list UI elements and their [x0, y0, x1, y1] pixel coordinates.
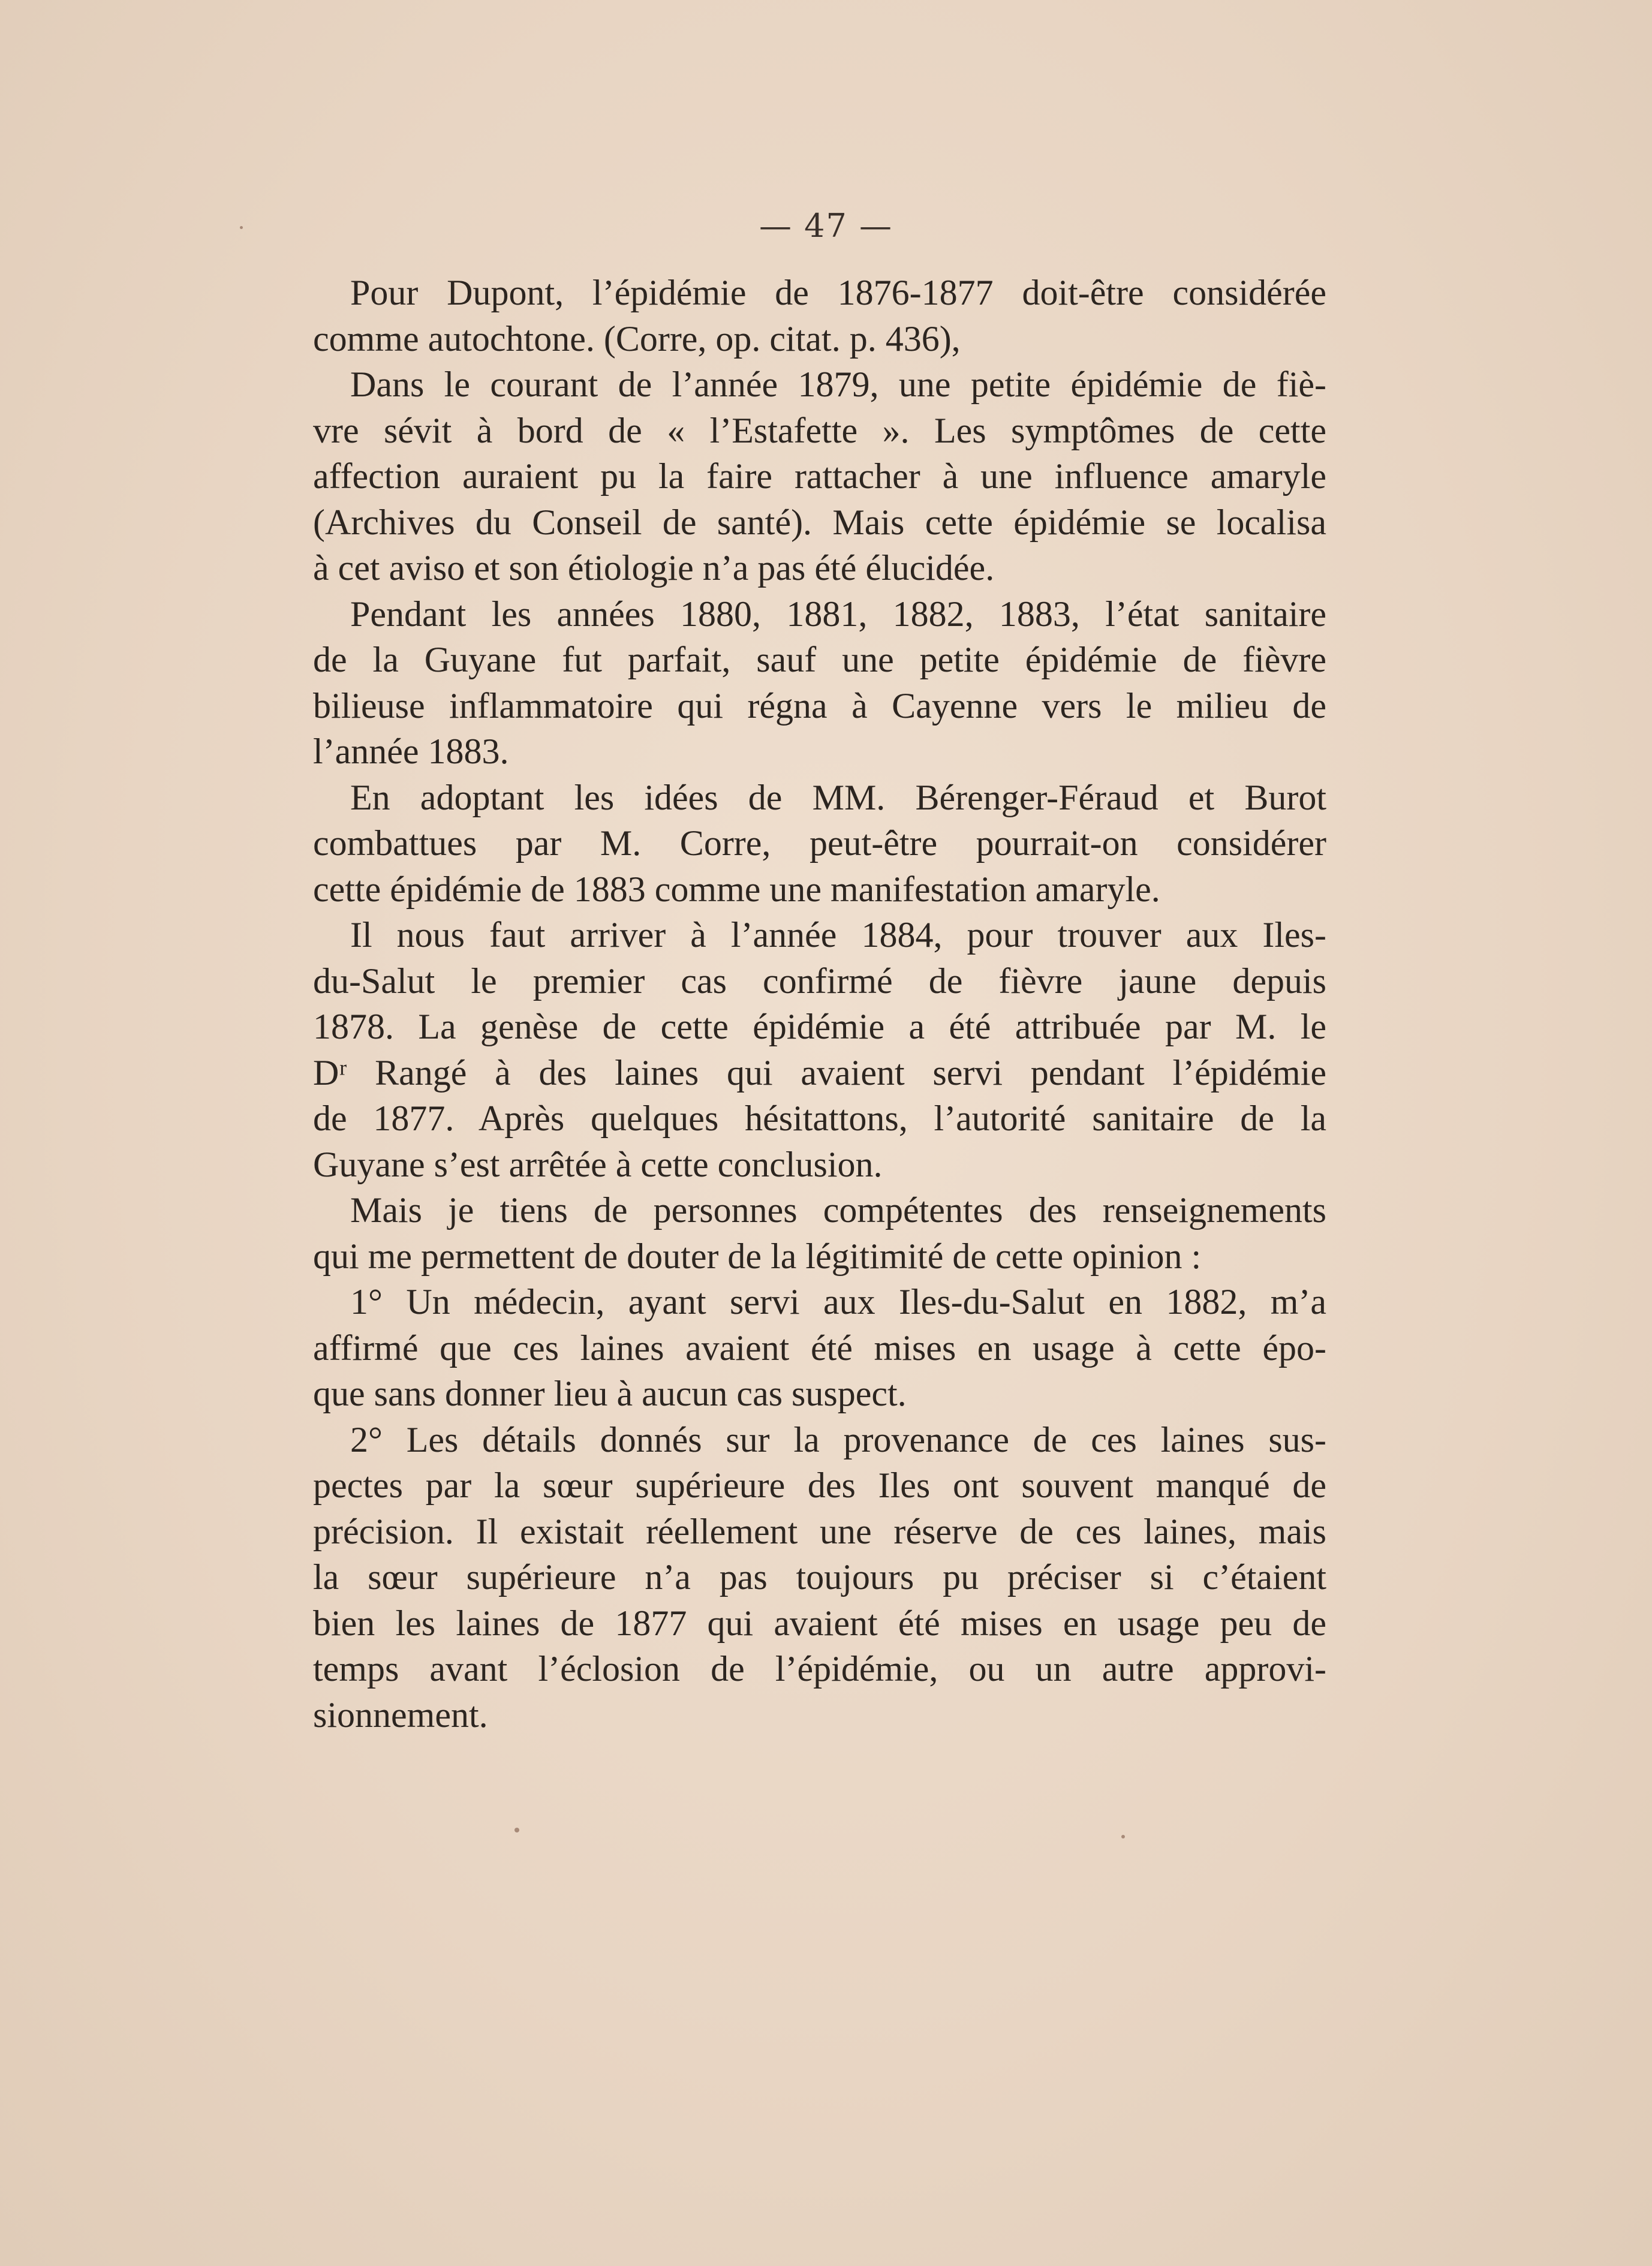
text-line: Pendant les années 1880, 1881, 1882, 1883, l’état sanitaire	[350, 594, 1326, 634]
paragraph	[313, 1417, 1326, 1738]
text-line: de la Guyane fut parfait, sauf une petite épidémie de fièvre	[313, 640, 1326, 679]
text-line: pectes par la sœur supérieure des Iles ont souvent manqué de	[313, 1465, 1326, 1505]
page-number: — 47 —	[759, 207, 893, 245]
paragraph	[313, 1279, 1326, 1417]
text-line: à cet aviso et son étiologie n’a pas été élucidée.	[313, 548, 995, 588]
text-line: Mais je tiens de personnes compétentes des renseignements	[350, 1190, 1326, 1230]
body-text	[313, 270, 1326, 1738]
text-line: la sœur supérieure n’a pas toujours pu préciser si c’étaient	[313, 1557, 1326, 1597]
text-line: 1878. La genèse de cette épidémie a été attribuée par M. le	[313, 1007, 1326, 1046]
text-line: 1° Un médecin, ayant servi aux Iles-du-Salut en 1882, m’a	[350, 1282, 1326, 1322]
text-line: En adoptant les idées de MM. Bérenger-Féraud et Burot	[350, 777, 1326, 817]
text-line: sionnement.	[313, 1695, 488, 1735]
ink-speck	[240, 226, 243, 229]
text-line: 2° Les détails donnés sur la provenance de ces laines sus-	[350, 1419, 1326, 1459]
paragraph	[313, 775, 1326, 913]
text-line: comme autochtone. (Corre, op. citat. p. 436),	[313, 318, 961, 359]
text-line: bien les laines de 1877 qui avaient été mises en usage peu de	[313, 1603, 1326, 1643]
text-line: Guyane s’est arrêtée à cette conclusion.	[313, 1144, 883, 1184]
text-line: Dans le courant de l’année 1879, une petite épidémie de fiè-	[350, 365, 1326, 404]
text-line: affection auraient pu la faire rattacher à une influence amaryle	[313, 456, 1326, 496]
text-line: Dʳ Rangé à des laines qui avaient servi pendant l’épidémie	[313, 1052, 1326, 1093]
text-line: Pour Dupont, l’épidémie de 1876-1877 doit-être considérée	[350, 273, 1326, 312]
text-line: (Archives du Conseil de santé). Mais cette épidémie se localisa	[313, 502, 1326, 542]
text-line: qui me permettent de douter de la légitimité de cette opinion :	[313, 1236, 1202, 1276]
text-line: vre sévit à bord de « l’Estafette ». Les symptômes de cette	[313, 410, 1326, 450]
text-line: l’année 1883.	[313, 732, 509, 771]
paragraph	[313, 1187, 1326, 1279]
paragraph	[313, 362, 1326, 591]
text-line: de 1877. Après quelques hésitattons, l’autorité sanitaire de la	[313, 1099, 1326, 1138]
text-line: cette épidémie de 1883 comme une manifestation amaryle.	[313, 869, 1160, 909]
text-line: du-Salut le premier cas confirmé de fièvre jaune depuis	[313, 961, 1326, 1001]
paragraph	[313, 912, 1326, 1187]
text-line: combattues par M. Corre, peut-être pourrait-on considérer	[313, 823, 1326, 863]
text-line: Il nous faut arriver à l’année 1884, pour trouver aux Iles-	[350, 915, 1326, 955]
text-line: temps avant l’éclosion de l’épidémie, ou un autre approvi-	[313, 1649, 1326, 1689]
paragraph	[313, 270, 1326, 362]
paragraph	[313, 591, 1326, 775]
text-line: bilieuse inflammatoire qui régna à Cayenne vers le milieu de	[313, 685, 1326, 726]
text-line: précision. Il existait réellement une réserve de ces laines, mais	[313, 1511, 1326, 1551]
ink-speck	[1121, 1835, 1125, 1838]
ink-speck	[514, 1828, 519, 1832]
text-line: que sans donner lieu à aucun cas suspect.	[313, 1374, 907, 1413]
text-line: affirmé que ces laines avaient été mises en usage à cette épo-	[313, 1328, 1326, 1368]
